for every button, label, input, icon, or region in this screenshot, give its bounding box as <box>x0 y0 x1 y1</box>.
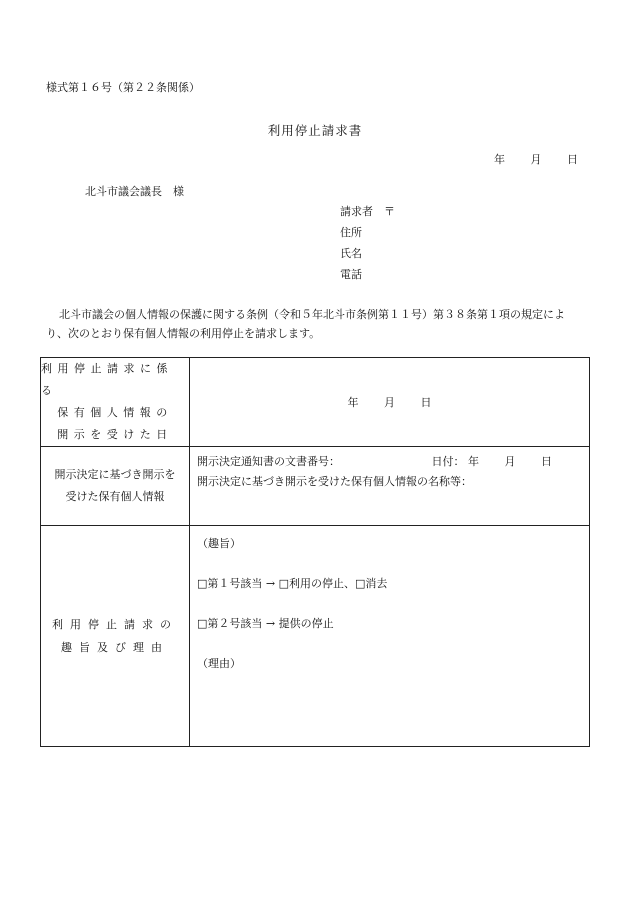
requester-phone-label: 電話 <box>340 268 362 281</box>
label-line: 受けた保有個人情報 <box>65 490 165 503</box>
requester-address-label: 住所 <box>340 226 362 239</box>
request-table <box>40 357 590 747</box>
purpose-heading: （趣旨） <box>197 537 241 550</box>
form-number: 様式第１６号（第２２条関係） <box>46 81 200 94</box>
disclosed-info-label <box>41 447 190 526</box>
document-title: 利用停止請求書 <box>267 123 363 138</box>
purpose-row <box>41 526 590 747</box>
requester-label: 請求者 〒 <box>340 205 395 218</box>
purpose-label <box>41 526 190 747</box>
label-line: 利用停止請求に係る <box>41 362 173 397</box>
request-date: 年 月 日 <box>494 153 578 166</box>
doc-number-label: 開示決定通知書の文書番号： <box>197 455 340 468</box>
label-line: 開示を受けた日 <box>57 428 173 441</box>
disclosure-date-field[interactable] <box>190 358 590 447</box>
disclosed-info-row <box>41 447 590 526</box>
requester-name-label: 氏名 <box>340 247 362 260</box>
disclosure-date-row <box>41 358 590 447</box>
intro-paragraph: 北斗市議会の個人情報の保護に関する条例（令和５年北斗市条例第１１号）第３８条第１項の規定により、次のとおり保有個人情報の利用停止を請求します。 <box>46 308 565 340</box>
info-name-label: 開示決定に基づき開示を受けた保有個人情報の名称等： <box>197 475 472 488</box>
label-line: 保有個人情報の <box>57 406 173 419</box>
date-label: 日付： <box>431 455 465 468</box>
addressee: 北斗市議会議長 様 <box>85 185 184 198</box>
label-line: 趣旨及び理由 <box>61 641 169 654</box>
notice-date: 年 月 日 <box>468 455 552 468</box>
option-clause2[interactable]: □第２号該当 → 提供の停止 <box>197 617 334 630</box>
disclosed-info-field[interactable] <box>190 447 590 526</box>
disclosure-date-value: 年 月 日 <box>347 396 432 409</box>
option-clause1[interactable]: □第１号該当 → □利用の停止、□消去 <box>197 577 388 590</box>
purpose-field[interactable] <box>190 526 590 747</box>
label-line: 開示決定に基づき開示を <box>54 468 176 481</box>
reason-heading: （理由） <box>197 657 241 670</box>
disclosure-date-label <box>41 358 190 447</box>
label-line: 利用停止請求の <box>52 618 178 631</box>
